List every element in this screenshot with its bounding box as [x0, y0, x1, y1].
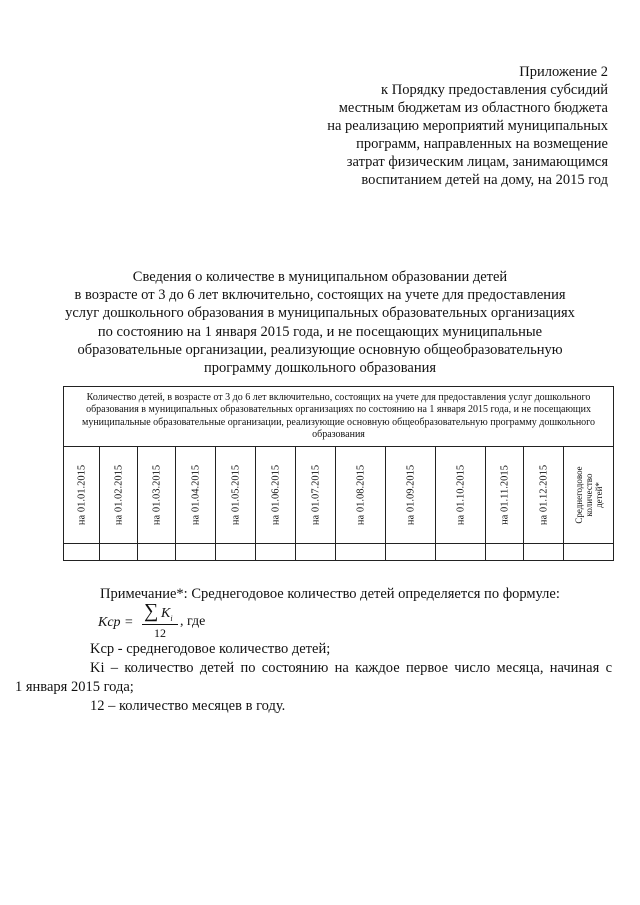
- ki-letter: K: [161, 606, 171, 621]
- appendix-line: воспитанием детей на дому, на 2015 год: [361, 172, 608, 188]
- note: [0, 585, 640, 604]
- column-header: [436, 447, 486, 544]
- column-header: [176, 447, 216, 544]
- column-label: на 01.04.2015: [190, 464, 201, 526]
- table-header: Количество детей, в возрасте от 3 до 6 лет включительно, состоящих на учете для предоставления услуг дошкольного образования в муниципальных образовательных организациях по состоянию на 1 января 2015 года, и не посещающих муниципальные образовательные организации, реализующие основную общеобразовательную программу дошкольного образования: [64, 387, 614, 447]
- column-header: [138, 447, 176, 544]
- column-header: [386, 447, 436, 544]
- average-line-3: детей*: [593, 482, 604, 508]
- column-header: [256, 447, 296, 544]
- table-cell: [100, 544, 138, 561]
- table-cell: [386, 544, 436, 561]
- formula-tail: , где: [180, 614, 206, 629]
- table-cell: [564, 544, 614, 561]
- column-label: на 01.11.2015: [499, 465, 510, 525]
- table-cell: [138, 544, 176, 561]
- table-cell: [436, 544, 486, 561]
- data-table: [63, 386, 614, 561]
- column-header-average: [564, 447, 614, 544]
- formula-lhs: Kcp =: [98, 615, 134, 630]
- definitions: [15, 640, 612, 716]
- title-line: услуг дошкольного образования в муниципальных образовательных организациях: [65, 305, 575, 322]
- column-label: на 01.10.2015: [455, 464, 466, 526]
- column-label: на 01.06.2015: [270, 464, 281, 526]
- title-line: в возрасте от 3 до 6 лет включительно, состоящих на учете для предоставления: [74, 287, 566, 304]
- table-cell: [64, 544, 100, 561]
- title-line: образовательные организации, реализующие основную общеобразовательную: [77, 341, 563, 358]
- title-line: Сведения о количестве в муниципальном образовании детей: [132, 269, 508, 285]
- appendix-line: местным бюджетам из областного бюджета: [338, 100, 608, 116]
- document-title: [40, 268, 600, 377]
- column-label: на 01.02.2015: [113, 464, 124, 526]
- table-cell: [216, 544, 256, 561]
- title-line: программу дошкольного образования: [203, 360, 437, 377]
- fraction-bar: [142, 624, 178, 625]
- column-header: [336, 447, 386, 544]
- table-cell: [256, 544, 296, 561]
- column-header: [296, 447, 336, 544]
- column-label: на 01.08.2015: [355, 464, 366, 526]
- table-row: [64, 544, 614, 561]
- average-line-2: количество: [583, 473, 594, 517]
- appendix-line: затрат физическим лицам, занимающимся: [346, 154, 608, 170]
- column-header: [486, 447, 524, 544]
- formula: [98, 602, 258, 642]
- column-header: [216, 447, 256, 544]
- definition-ki-line1: Ki – количество детей по состоянию на каждое первое число месяца, начиная с: [90, 660, 612, 676]
- table-cell: [524, 544, 564, 561]
- formula-ki: [161, 606, 173, 623]
- column-label: на 01.12.2015: [538, 464, 549, 526]
- table-cell: [336, 544, 386, 561]
- column-header: [524, 447, 564, 544]
- formula-denominator: 12: [154, 626, 166, 640]
- sigma-symbol: ∑: [144, 600, 159, 622]
- table-cell: [486, 544, 524, 561]
- column-label: на 01.07.2015: [310, 464, 321, 526]
- definition-ki-line2: 1 января 2015 года;: [15, 679, 134, 695]
- appendix-line: на реализацию мероприятий муниципальных: [327, 118, 608, 134]
- column-label-average: [574, 466, 604, 523]
- average-line-1: Среднегодовое: [573, 466, 584, 524]
- table-cell: [296, 544, 336, 561]
- appendix-line: программ, направленных на возмещение: [356, 136, 608, 152]
- column-label: на 01.05.2015: [230, 464, 241, 526]
- column-label: на 01.01.2015: [76, 464, 87, 526]
- table-cell: [176, 544, 216, 561]
- column-label: на 01.09.2015: [405, 464, 416, 526]
- ki-subscript: i: [170, 613, 173, 623]
- appendix-line: к Порядку предоставления субсидий: [381, 82, 608, 98]
- definition-12: 12 – количество месяцев в году.: [90, 698, 286, 714]
- formula-numerator: [142, 602, 178, 622]
- appendix-header: [278, 63, 608, 189]
- title-line: по состоянию на 1 января 2015 года, и не посещающих муниципальные: [97, 323, 543, 340]
- definition-kcp: Kcp - среднегодовое количество детей;: [90, 641, 331, 657]
- column-header: [64, 447, 100, 544]
- note-intro: Примечание*: Среднегодовое количество детей определяется по формуле:: [100, 586, 560, 602]
- column-label: на 01.03.2015: [151, 464, 162, 526]
- column-header: [100, 447, 138, 544]
- appendix-line: Приложение 2: [519, 64, 608, 80]
